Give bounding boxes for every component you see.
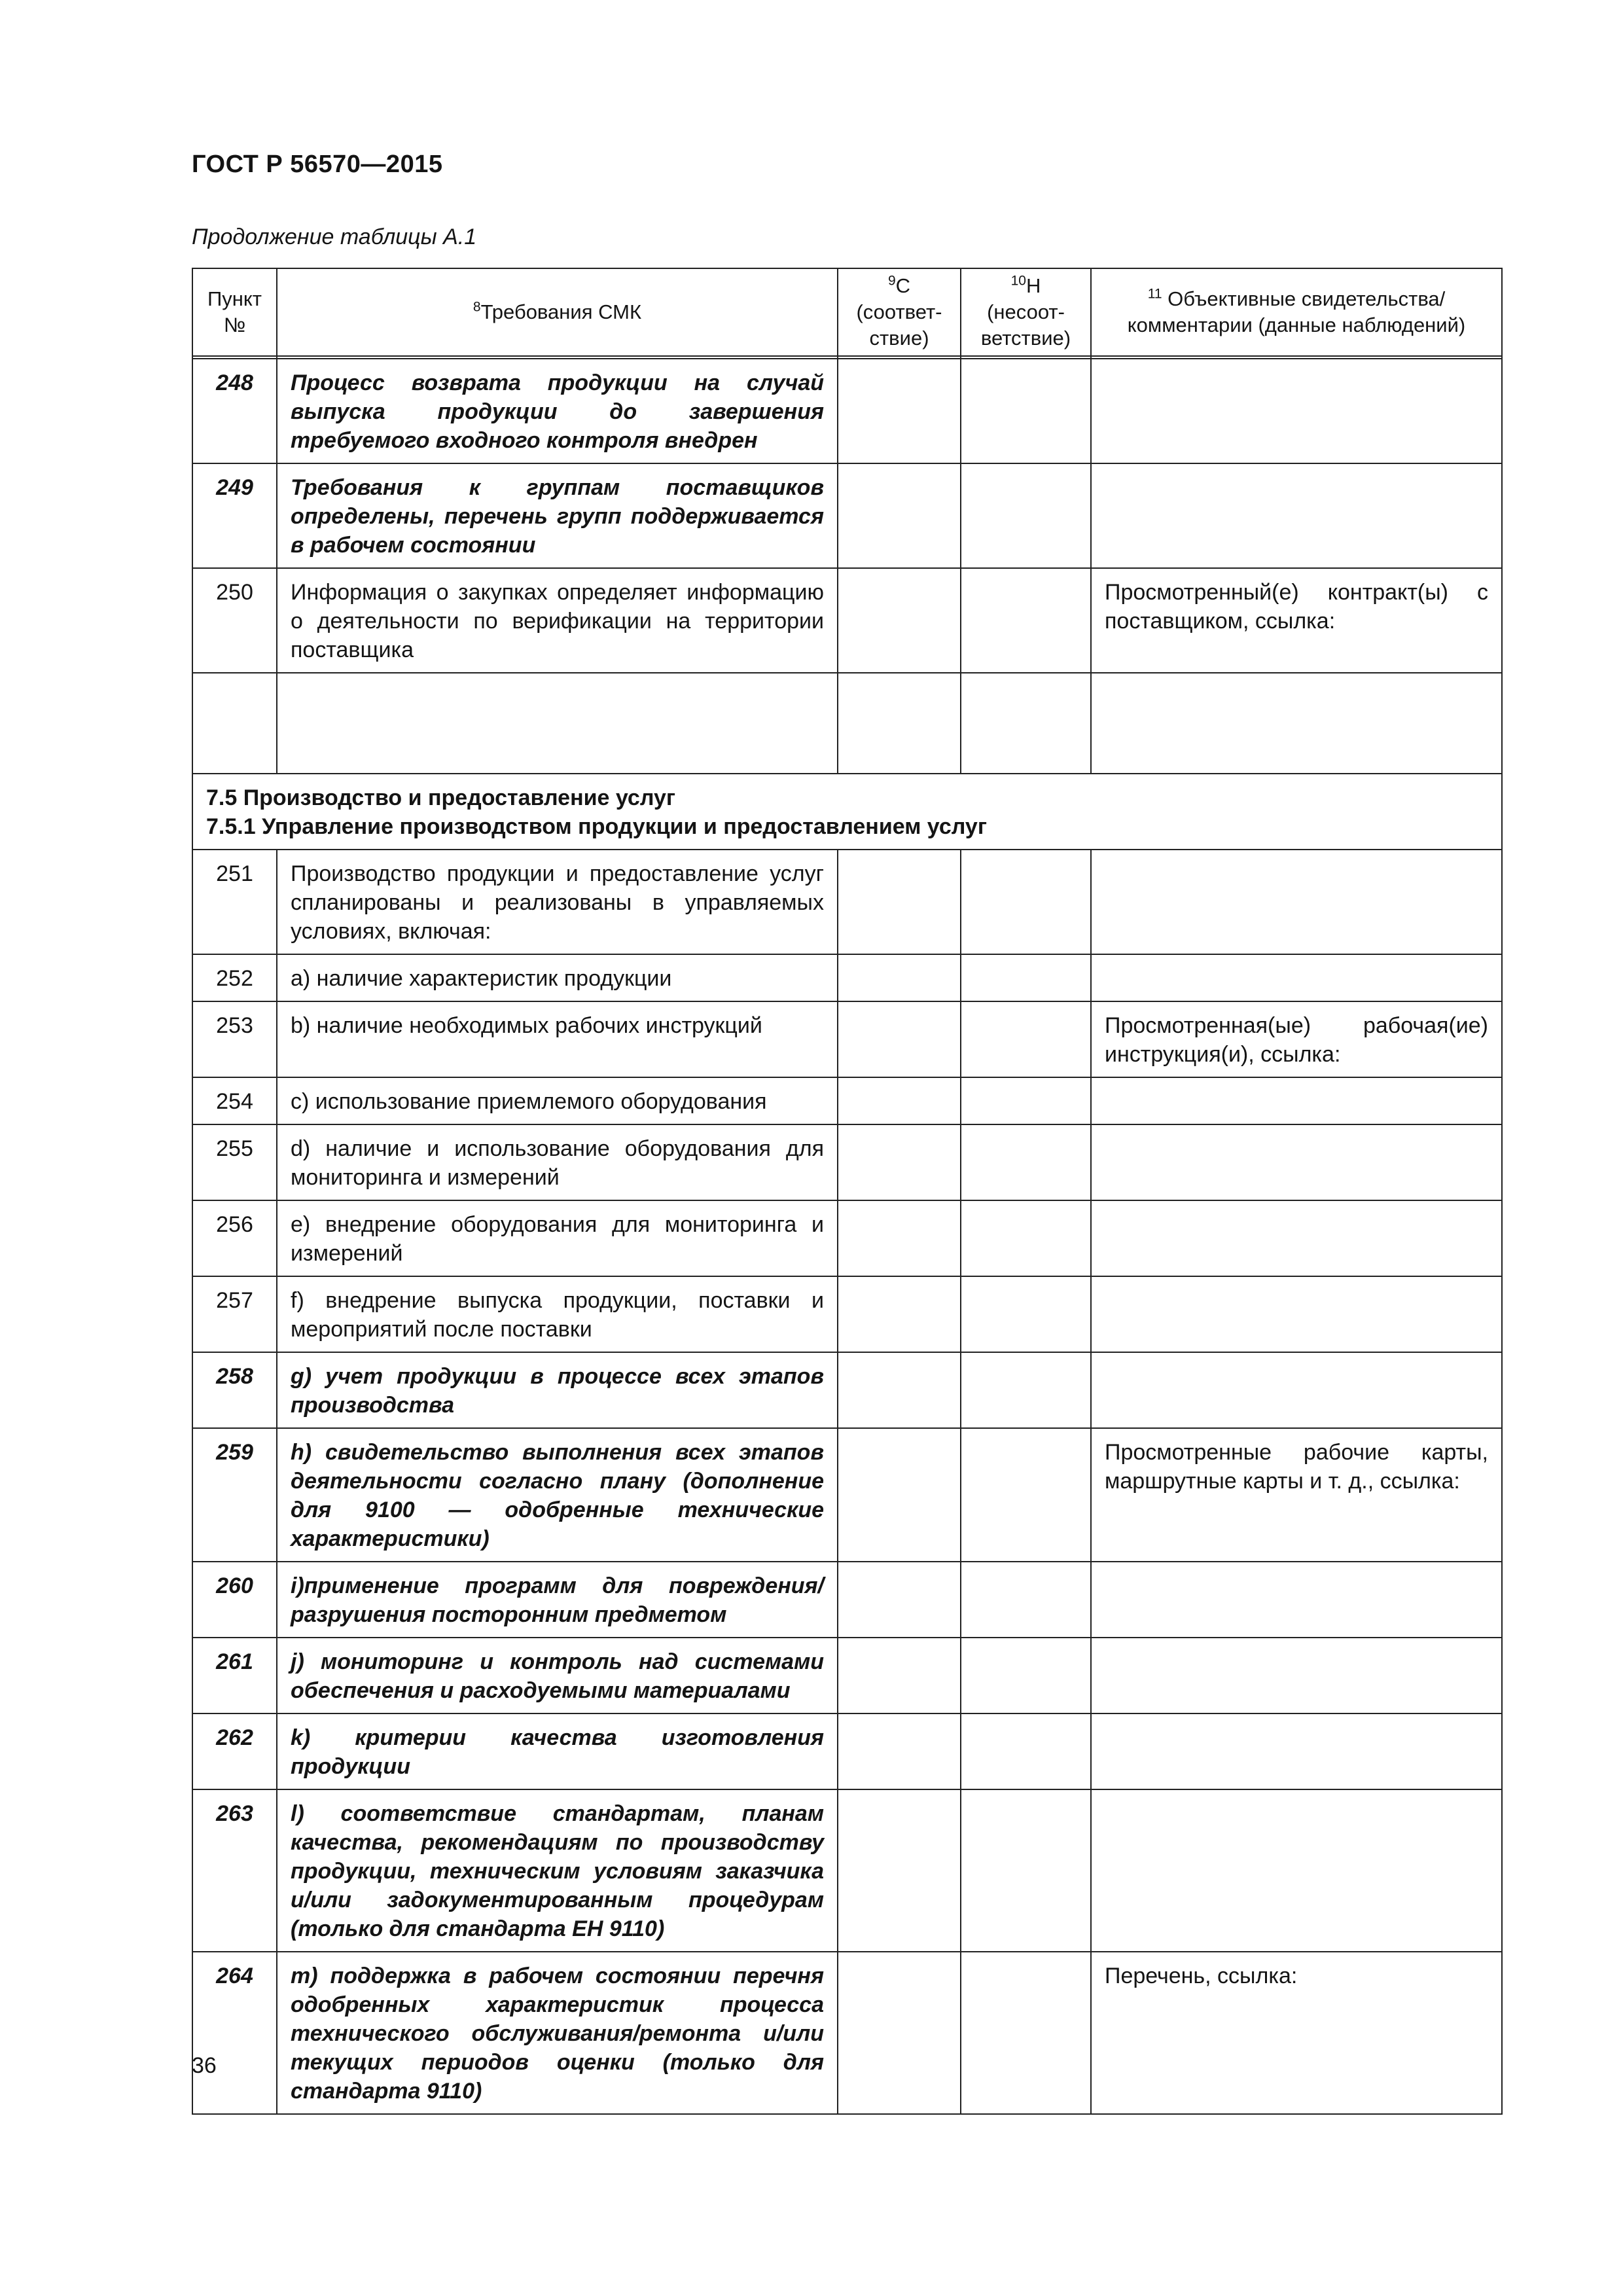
nonconformity-cell (961, 1352, 1091, 1428)
table-row (192, 1713, 1502, 1789)
requirement-cell-text: j) мониторинг и контроль над системами обеспечения и расходуемыми материалами (291, 1649, 824, 1703)
conformity-cell (838, 1428, 961, 1562)
evidence-cell (1091, 1124, 1502, 1200)
evidence-cell-text: Просмотренные рабочие карты, маршрутные карты и т. д., ссылка: (1105, 1440, 1488, 1494)
conformity-cell (838, 568, 961, 673)
requirement-cell-text: Производство продукции и предоставление услуг спланированы и реализованы в управляемых условиях, включая: (291, 861, 824, 944)
nonconformity-cell (961, 1638, 1091, 1713)
evidence-cell (1091, 954, 1502, 1001)
conformity-cell (838, 1124, 961, 1200)
nonconformity-cell (961, 1276, 1091, 1352)
row-number (192, 1001, 277, 1077)
requirement-cell (277, 1001, 838, 1077)
col-header-num-label: Пункт № (207, 287, 262, 336)
table-row (192, 568, 1502, 673)
col-header-req-index: 8 (473, 299, 481, 315)
section-heading-row (192, 774, 1502, 850)
evidence-cell-text: Перечень, ссылка: (1105, 1964, 1298, 1988)
table-row (192, 1952, 1502, 2114)
row-number-text: 261 (216, 1649, 253, 1674)
requirement-cell (277, 1352, 838, 1428)
conformity-cell (838, 1952, 961, 2114)
row-number (192, 1562, 277, 1638)
row-number (192, 568, 277, 673)
col-header-n-index: 10 (1010, 273, 1026, 289)
conformity-cell (838, 1077, 961, 1124)
nonconformity-cell (961, 1713, 1091, 1789)
conformity-cell (838, 1001, 961, 1077)
requirement-cell (277, 1276, 838, 1352)
table-header-row (192, 268, 1502, 356)
row-number (192, 1952, 277, 2114)
conformity-cell (838, 359, 961, 463)
row-number (192, 850, 277, 954)
requirement-cell-text: d) наличие и использование оборудования для мониторинга и измерений (291, 1136, 824, 1190)
evidence-cell (1091, 1713, 1502, 1789)
nonconformity-cell (961, 1077, 1091, 1124)
requirement-cell (277, 1713, 838, 1789)
requirement-cell (277, 359, 838, 463)
table-body-part-b (192, 850, 1502, 2114)
row-number-text: 262 (216, 1725, 253, 1750)
requirement-cell (277, 1077, 838, 1124)
requirement-cell-text: i)применение программ для повреждения/ разрушения посторонним предметом (291, 1573, 824, 1627)
table-row (192, 1428, 1502, 1562)
requirement-cell (277, 1789, 838, 1952)
table-row (192, 1638, 1502, 1713)
row-number (192, 1276, 277, 1352)
table-row (192, 1789, 1502, 1952)
requirement-cell-text: b) наличие необходимых рабочих инструкций (291, 1013, 762, 1038)
evidence-cell (1091, 1638, 1502, 1713)
evidence-cell-text: Просмотренная(ые) рабочая(ие) инструкция(и), ссылка: (1105, 1013, 1488, 1067)
requirement-cell (277, 1562, 838, 1638)
row-number (192, 1077, 277, 1124)
row-number-text: 252 (216, 966, 253, 991)
evidence-cell (1091, 1952, 1502, 2114)
table-row (192, 954, 1502, 1001)
row-number-text: 251 (216, 861, 253, 886)
row-number (192, 463, 277, 568)
row-number (192, 1428, 277, 1562)
requirement-cell-text: Процесс возврата продукции на случай выпуска продукции до завершения требуемого входного контроля внедрен (291, 370, 824, 453)
evidence-cell (1091, 1789, 1502, 1952)
col-header-obs-index: 11 (1147, 286, 1162, 302)
subsection-title: 7.5.1 Управление производством продукции и предоставлением услуг (206, 814, 987, 839)
row-number (192, 359, 277, 463)
row-number (192, 1200, 277, 1276)
requirement-cell-text: k) критерии качества изготовления продукции (291, 1725, 824, 1779)
table-row (192, 1352, 1502, 1428)
nonconformity-cell (961, 463, 1091, 568)
row-number-text: 256 (216, 1212, 253, 1237)
requirement-cell-text: f) внедрение выпуска продукции, поставки и мероприятий после поставки (291, 1288, 824, 1342)
evidence-cell (1091, 463, 1502, 568)
conformity-cell (838, 1713, 961, 1789)
nonconformity-cell (961, 1124, 1091, 1200)
table-row (192, 359, 1502, 463)
requirement-cell (277, 850, 838, 954)
nonconformity-cell (961, 1562, 1091, 1638)
conformity-cell (838, 1200, 961, 1276)
row-number-text: 258 (216, 1364, 253, 1389)
evidence-cell (1091, 1276, 1502, 1352)
conformity-cell (838, 1789, 961, 1952)
table-row (192, 1200, 1502, 1276)
col-header-n-label: Н (1026, 274, 1041, 297)
nonconformity-cell (961, 1789, 1091, 1952)
evidence-cell (1091, 1428, 1502, 1562)
requirement-cell (277, 1952, 838, 2114)
nonconformity-cell (961, 359, 1091, 463)
table-row (192, 1077, 1502, 1124)
row-number-text: 263 (216, 1801, 253, 1826)
row-number (192, 1352, 277, 1428)
requirement-cell (277, 954, 838, 1001)
table-row (192, 1001, 1502, 1077)
requirement-cell (277, 1428, 838, 1562)
nonconformity-cell (961, 568, 1091, 673)
col-header-c-label: С (895, 274, 911, 297)
table-row (192, 1124, 1502, 1200)
table-row (192, 850, 1502, 954)
evidence-cell (1091, 1001, 1502, 1077)
empty-row (192, 673, 1502, 774)
col-header-req (277, 268, 838, 356)
row-number-text: 248 (216, 370, 253, 395)
nonconformity-cell (961, 850, 1091, 954)
table-caption: Продолжение таблицы А.1 (192, 224, 477, 249)
evidence-cell (1091, 1200, 1502, 1276)
requirement-cell-text: Требования к группам поставщиков определены, перечень групп поддерживается в рабочем состоянии (291, 475, 824, 558)
requirement-cell (277, 1124, 838, 1200)
nonconformity-cell (961, 1001, 1091, 1077)
evidence-cell (1091, 1352, 1502, 1428)
section-heading (192, 774, 1502, 850)
table-row (192, 1562, 1502, 1638)
conformity-cell (838, 1638, 961, 1713)
nonconformity-cell (961, 1428, 1091, 1562)
col-header-c-sub: (соответ-ствие) (856, 300, 942, 350)
row-number-text: 257 (216, 1288, 253, 1313)
row-number-text: 253 (216, 1013, 253, 1038)
row-number-text: 259 (216, 1440, 253, 1465)
table-row (192, 1276, 1502, 1352)
row-number-text: 255 (216, 1136, 253, 1161)
evidence-cell (1091, 359, 1502, 463)
col-header-obs-label: Объективные свидетельства/ комментарии (данные наблюдений) (1127, 287, 1466, 336)
requirement-cell-text: Информация о закупках определяет информацию о деятельности по верификации на территории поставщика (291, 580, 824, 662)
row-number (192, 1124, 277, 1200)
requirement-cell-text: e) внедрение оборудования для мониторинга и измерений (291, 1212, 824, 1266)
section-title: 7.5 Производство и предоставление услуг (206, 785, 676, 810)
requirement-cell-text: h) свидетельство выполнения всех этапов деятельности согласно плану (дополнение для 9100 — одобренные технические характеристики) (291, 1440, 824, 1551)
requirement-cell-text: g) учет продукции в процессе всех этапов производства (291, 1364, 824, 1418)
table-body-part-a (192, 356, 1502, 673)
conformity-cell (838, 954, 961, 1001)
row-number-text: 260 (216, 1573, 253, 1598)
requirement-cell-text: m) поддержка в рабочем состоянии перечня одобренных характеристик процесса технического обслуживания/ремонта и/или текущих периодов оценки (только для стандарта 9110) (291, 1964, 824, 2104)
nonconformity-cell (961, 954, 1091, 1001)
page-number: 36 (192, 2053, 217, 2078)
row-number-text: 249 (216, 475, 253, 500)
evidence-cell (1091, 850, 1502, 954)
col-header-n-sub: (несоот-ветствие) (980, 300, 1071, 350)
col-header-obs (1091, 268, 1502, 356)
row-number (192, 1713, 277, 1789)
evidence-cell (1091, 568, 1502, 673)
col-header-num (192, 268, 277, 356)
requirement-cell (277, 1200, 838, 1276)
conformity-cell (838, 463, 961, 568)
document-header: ГОСТ Р 56570—2015 (192, 151, 443, 178)
requirements-table (192, 268, 1503, 2115)
requirement-cell (277, 568, 838, 673)
table-body-empty (192, 673, 1502, 850)
row-number-text: 264 (216, 1964, 253, 1988)
col-header-n (961, 268, 1091, 356)
requirement-cell-text: a) наличие характеристик продукции (291, 966, 672, 991)
evidence-cell (1091, 1077, 1502, 1124)
col-header-c (838, 268, 961, 356)
requirement-cell (277, 463, 838, 568)
evidence-cell-text: Просмотренный(е) контракт(ы) с поставщиком, ссылка: (1105, 580, 1488, 634)
row-number (192, 1789, 277, 1952)
nonconformity-cell (961, 1200, 1091, 1276)
conformity-cell (838, 1562, 961, 1638)
conformity-cell (838, 850, 961, 954)
row-number (192, 1638, 277, 1713)
row-number-text: 254 (216, 1089, 253, 1114)
col-header-req-label: Требования СМК (480, 300, 642, 323)
col-header-c-index: 9 (887, 273, 896, 289)
conformity-cell (838, 1276, 961, 1352)
requirement-cell-text: l) соответствие стандартам, планам качества, рекомендациям по производству продукции, техническим условиям заказчика и/или задокументированным процедурам (только для стандарта ЕН 9110) (291, 1801, 824, 1941)
conformity-cell (838, 1352, 961, 1428)
row-number-text: 250 (216, 580, 253, 605)
nonconformity-cell (961, 1952, 1091, 2114)
requirement-cell-text: c) использование приемлемого оборудования (291, 1089, 767, 1114)
evidence-cell (1091, 1562, 1502, 1638)
table-row (192, 463, 1502, 568)
requirement-cell (277, 1638, 838, 1713)
row-number (192, 954, 277, 1001)
